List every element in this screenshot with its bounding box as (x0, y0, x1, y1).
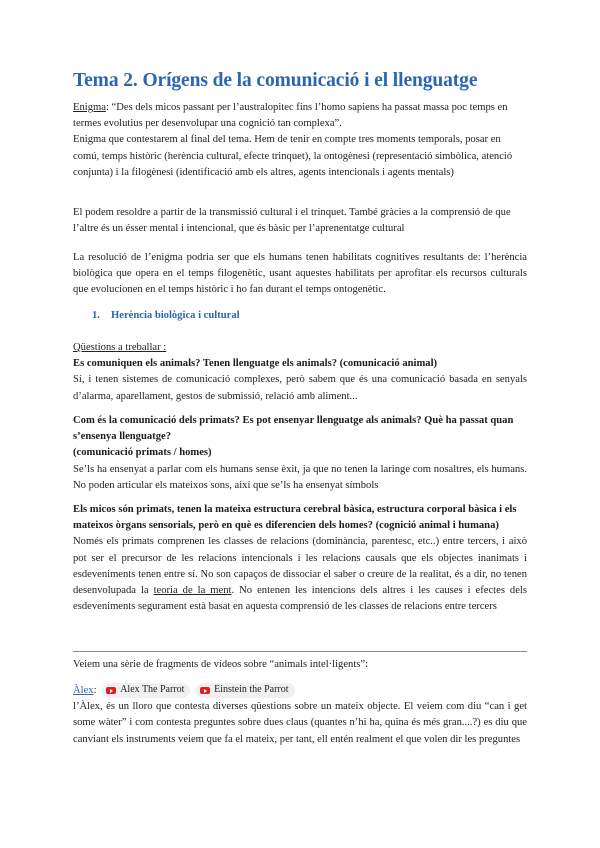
video-chip-einstein-label: Einstein the Parrot (214, 684, 289, 696)
answer-3 (73, 534, 527, 615)
section-number: 1. (92, 310, 100, 321)
youtube-icon (200, 687, 210, 694)
question-3-block (73, 502, 527, 615)
page-title: Tema 2. Orígens de la comunicació i el llenguatge (73, 70, 478, 91)
answer-3-part-b: . No entenen les intencions dels altres i les causes i efectes dels esdeveniments segurament està basat en aquesta comprensió de les classes de relacions entre tercers (73, 585, 527, 613)
question-3: Els micos són primats, tenen la mateixa estructura cerebral bàsica, estructura corporal bàsica i els mateixos òrgans sensorials, però en què es diferencien dels homes? (cognició animal i humana) (73, 504, 517, 532)
theory-of-mind-link[interactable]: teoria de la ment (153, 585, 232, 597)
answer-3-part-a: Només els primats comprenen les classes de relacions (dominància, parentesc, etc..) entre tercers, i això pot ser el precursor de les relacions intencionals i les relacions causals que els objectes inanimats i esdeveniments tenen entre sí. No son capaços de dissociar el saber o creure de la realitat, és a dir, no tenen desenvolupada la (73, 536, 527, 597)
alex-line: Àlex: Alex The Parrot Einstein the Parrot (73, 683, 527, 699)
question-2-block (73, 413, 527, 494)
youtube-icon (106, 687, 116, 694)
resolution-paragraph: La resolució de l’enigma podria ser que els humans tenen habilitats cognitives resultants de: l’herència biològica que opera en el temps filogenètic, usant aquestes habilitats per aprofitar els recursos culturals que evolucionen en el temps històric i ho fan durant el temps ontogenètic. (73, 252, 527, 296)
resolve-paragraph: El podem resoldre a partir de la transmissió cultural i el trinquet. També gràcies a la comprensió de que l’altre és un ésser mental i intencional, que és bàsic per l’aprenentatge cultural (73, 207, 511, 235)
answer-2: Se’ls ha ensenyat a parlar com els humans sense èxit, ja que no tenen la laringe com nosaltres, els humans. No poden articular els mateixos sons, així que se’ls ha ensenyat símbols (73, 463, 527, 491)
question-2: Com és la comunicació dels primats? Es pot ensenyar llenguatge als animals? Què ha passat quan s’ensenya llenguatge? (73, 415, 514, 443)
video-chip-einstein[interactable] (196, 683, 294, 698)
enigma-paragraph (73, 100, 527, 181)
alex-block (73, 683, 527, 748)
videos-intro: Veiem una sèrie de fragments de vídeos sobre “animals intel·ligents”: (73, 659, 369, 670)
alex-text: l’Àlex, és un lloro que contesta diverses qüestions sobre un mateix objecte. El veiem com diu “can i get some wàter” i com contesta preguntes sobre dues claus (quantes n’hi ha, quina és més gran....?) es diu que canviant els instruments veiem que fa el mateix, per tant, ell entén realment el que volen dir les preguntes (73, 701, 527, 745)
enigma-text: : “Des dels micos passant per l’australopitec fins l’homo sapiens ha passat massa poc temps en termes evolutius per desenvolupar una cognició tan complexa”. (73, 102, 508, 130)
video-chip-alex-label: Alex The Parrot (120, 684, 185, 696)
enigma-label: Enigma (73, 102, 106, 113)
questions-label: Qüestions a treballar : (73, 342, 167, 353)
question-2-sub: (comunicació primats / homes) (73, 447, 212, 459)
divider (73, 651, 527, 652)
section-heading (92, 310, 240, 321)
enigma-answer: Enigma que contestarem al final del tema. Hem de tenir en compte tres moments temporals, posar en comú, temps històric (herència cultural, efecte trinquet), la ontogènesi (representació simbòlica, atenció conjunta) i la filogènesi (identificació amb els altres, agents intencionals i agents mentals) (73, 134, 513, 178)
answer-1: Sí, i tenen sistemes de comunicació complexes, però sabem que és una comunicació basada en senyals d’alarma, aparellament, gestos de submissió, relació amb aliment... (73, 374, 527, 402)
question-1-block (73, 340, 527, 405)
alex-link[interactable]: Àlex (73, 685, 94, 696)
video-chip-alex[interactable] (102, 683, 190, 698)
question-1: Es comuniquen els animals? Tenen llenguatge els animals? (comunicació animal) (73, 358, 438, 370)
section-title: Herència biològica i cultural (111, 310, 240, 321)
